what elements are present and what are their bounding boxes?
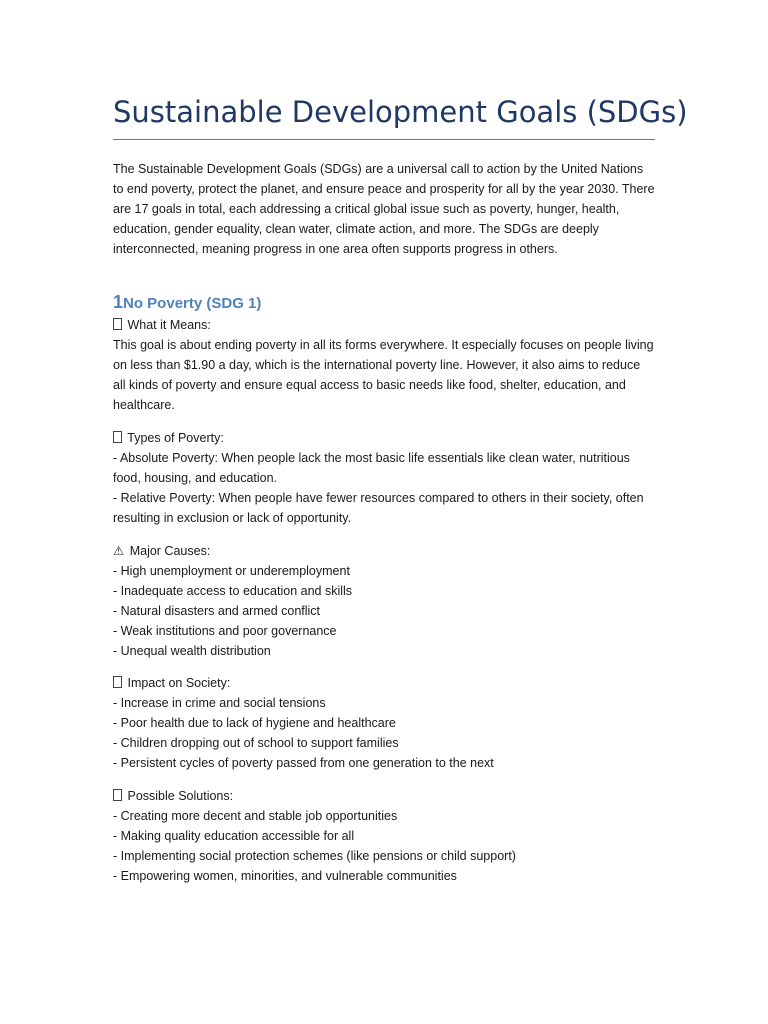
what-it-means-block [113, 315, 655, 415]
solutions-label-line [113, 786, 655, 806]
list-item: - Relative Poverty: When people have fewer resources compared to others in their society, often resulting in exclusion or lack of opportunity. [113, 491, 644, 525]
section-title: No Poverty (SDG 1) [123, 295, 262, 312]
title-underline [113, 139, 655, 140]
types-label: Types of Poverty: [127, 431, 224, 445]
list-item: - Poor health due to lack of hygiene and healthcare [113, 716, 396, 730]
section-number: 1 [113, 292, 124, 312]
list-item: - Making quality education accessible for all [113, 829, 355, 843]
list-item: - Inadequate access to education and skills [113, 584, 353, 598]
what-it-means-text: This goal is about ending poverty in all its forms everywhere. It especially focuses on people living on less than $1.90 a day, which is the international poverty line. However, it also aims to reduce all kinds of poverty and ensure equal access to basic needs like food, shelter, education, and healthcare. [113, 338, 654, 412]
impact-block [113, 673, 655, 773]
impact-label-line [113, 673, 655, 693]
causes-label-line [113, 541, 655, 561]
missing-glyph-icon [113, 431, 122, 443]
list-item: - Empowering women, minorities, and vulnerable communities [113, 869, 457, 883]
list-item: - Increase in crime and social tensions [113, 696, 326, 710]
intro-paragraph: The Sustainable Development Goals (SDGs) are a universal call to action by the United Nations to end poverty, protect the planet, and ensure peace and prosperity for all by the year 2030. There are 17 goals in total, each addressing a critical global issue such as poverty, hunger, health, education, gender equality, clean water, climate action, and more. The SDGs are deeply interconnected, meaning progress in one area often supports progress in others. [113, 162, 655, 256]
types-label-line [113, 428, 655, 448]
impact-label: Impact on Society: [127, 676, 231, 690]
list-item: - Weak institutions and poor governance [113, 624, 337, 638]
list-item: - Persistent cycles of poverty passed from one generation to the next [113, 756, 494, 770]
list-item: - Unequal wealth distribution [113, 644, 271, 658]
causes-block [113, 541, 655, 661]
what-it-means-label-line [113, 315, 655, 335]
section-heading [113, 290, 261, 316]
missing-glyph-icon [113, 789, 122, 801]
list-item: - Children dropping out of school to support families [113, 736, 399, 750]
document-title: Sustainable Development Goals (SDGs) [113, 95, 688, 129]
list-item: - Natural disasters and armed conflict [113, 604, 321, 618]
causes-label: Major Causes: [129, 544, 211, 558]
missing-glyph-icon [113, 318, 122, 330]
types-block [113, 428, 655, 528]
list-item: - Absolute Poverty: When people lack the most basic life essentials like clean water, nutritious food, housing, and education. [113, 451, 630, 485]
warning-icon: ⚠ [113, 544, 125, 558]
solutions-block [113, 786, 655, 886]
list-item: - High unemployment or underemployment [113, 564, 350, 578]
solutions-label: Possible Solutions: [127, 789, 234, 803]
what-it-means-label: What it Means: [127, 318, 211, 332]
missing-glyph-icon [113, 676, 122, 688]
list-item: - Creating more decent and stable job opportunities [113, 809, 398, 823]
list-item: - Implementing social protection schemes (like pensions or child support) [113, 849, 516, 863]
